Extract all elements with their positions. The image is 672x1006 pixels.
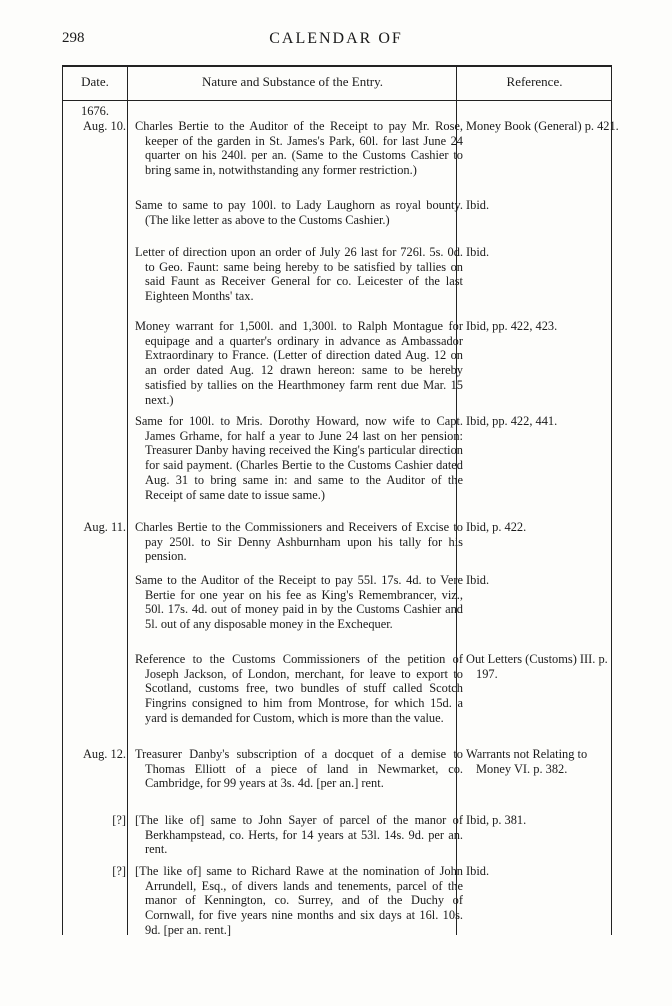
entry-text: Treasurer Danby's subscription of a docquet of a demise to Thomas Elliott of a piece of land in Newmarket, co. Cambridge, for 99 years at 3s. 4d. [per an.] rent. (135, 747, 463, 791)
entry-reference: Ibid, pp. 422, 441. (466, 414, 558, 428)
entry-date: [?] (112, 864, 126, 878)
entry-reference: Ibid. (466, 864, 490, 878)
entry-reference: Ibid, pp. 422, 423. (466, 319, 558, 333)
entry-text: [The like of] same to John Sayer of parcel of the manor of Berkhampstead, co. Herts, for 14 years at 53l. 14s. 9d. per an. rent. (135, 813, 463, 857)
entry-text: Money warrant for 1,500l. and 1,300l. to Ralph Montague for equipage and a quarter's ordinary in advance as Ambassador Extraordinary to France. (Letter of direction dated Aug. 12 on an order dated Aug. 12 drawn hereon: same to be hereby satisfied by tallies on the Hearthmoney farm rent due Mar. 15 next.) (135, 319, 463, 407)
column-header-reference: Reference. (506, 74, 563, 89)
entry-date: Aug. 10. (82, 119, 126, 133)
entry-reference: Ibid, p. 422. (466, 520, 527, 534)
entry-date: Aug. 12. (82, 747, 126, 761)
entry-text: Charles Bertie to the Commissioners and Receivers of Excise to pay 250l. to Sir Denny Ashburnham upon his tally for his pension. (135, 520, 463, 564)
column-header-nature: Nature and Substance of the Entry. (201, 74, 384, 89)
year-label: 1676. (81, 104, 109, 118)
entry-reference: Warrants not Relating to Money VI. p. 382. (466, 747, 588, 776)
entry-reference: Out Letters (Customs) III. p. 197. (466, 652, 608, 681)
entry-reference: Ibid. (466, 198, 490, 212)
entry-reference: Ibid. (466, 573, 490, 587)
column-header-date: Date. (81, 74, 109, 89)
page-header (0, 30, 672, 54)
entry-text: Charles Bertie to the Auditor of the Receipt to pay Mr. Rose, keeper of the garden in St. James's Park, 60l. for last June 24 quarter on his 240l. per an. (Same to the Customs Cashier to bring same in, notwithstanding any former restriction.) (135, 119, 463, 178)
entry-text: Same to same to pay 100l. to Lady Laughorn as royal bounty. (The like letter as above to the Customs Cashier.) (135, 198, 463, 227)
entry-text: Same for 100l. to Mris. Dorothy Howard, now wife to Capt. James Grhame, for half a year to June 24 last on her pension: Treasurer Danby having received the King's particular direction for said payment. (Charles Bertie to the Customs Cashier dated Aug. 31 to bring same in: and same to the Auditor of the Receipt of same date to issue same.) (135, 414, 463, 502)
entry-reference: Money Book (General) p. 421. (466, 119, 619, 133)
entry-date: Aug. 11. (83, 520, 126, 534)
entry-text: Reference to the Customs Commissioners of the petition of Joseph Jackson, of London, merchant, for leave to export to Scotland, customs free, two bundles of stuff called Scotch Fingrins consigned to him from Montrose, for which 15d. a yard is demanded for Custom, which is more than the value. (135, 652, 463, 725)
entry-reference: Ibid, p. 381. (466, 813, 527, 827)
entry-reference: Ibid. (466, 245, 490, 259)
entry-date: [?] (112, 813, 126, 827)
entry-text: Letter of direction upon an order of July 26 last for 726l. 5s. 0d. to Geo. Faunt: same being hereby to be satisfied by tallies on said Faunt as Receiver General for co. Leicester of the last Eighteen Months' tax. (135, 245, 463, 304)
running-title: CALENDAR OF (269, 30, 403, 47)
page-number: 298 (62, 30, 85, 46)
entry-text: [The like of] same to Richard Rawe at the nomination of John Arrundell, Esq., of divers lands and tenements, parcel of the manor of Kennington, co. Surrey, and of the Duchy of Cornwall, for five years nine months and six days at 16l. 10s. 9d. [per an. rent.] (135, 864, 463, 937)
entry-text: Same to the Auditor of the Receipt to pay 55l. 17s. 4d. to Vere Bertie for one year on his fee as King's Remembrancer, viz., 50l. 17s. 4d. out of money paid in by the Customs Cashier and 5l. out of any disposable money in the Exchequer. (135, 573, 463, 632)
